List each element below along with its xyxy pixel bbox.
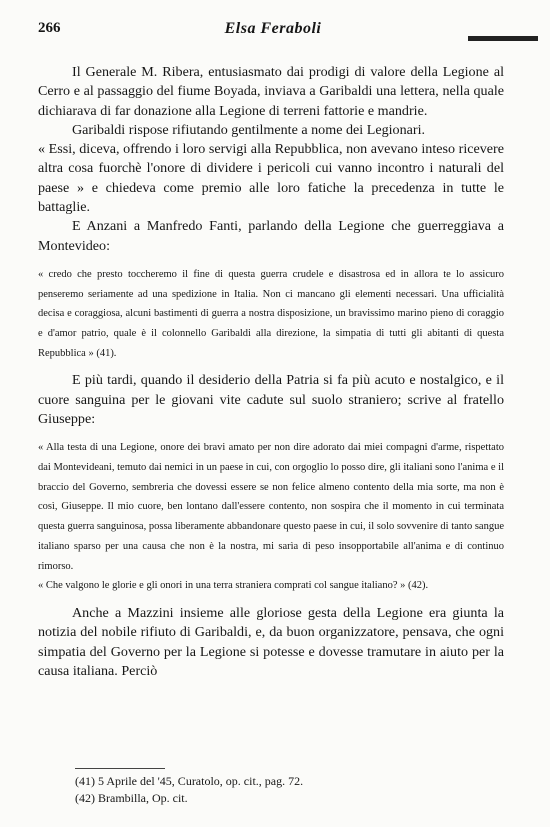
page-number: 266 <box>38 20 61 36</box>
paragraph: Il Generale M. Ribera, entusiasmato dai prodigi di valore della Legione al Cerro e al passaggio del fiume Boyada, inviava a Garibaldi una lettera, nella quale dichiarava di far donazione alla Legione di terreni fattorie e mandrie. <box>38 64 504 119</box>
block-quote: « credo che presto toccheremo il fine di questa guerra crudele e disastrosa ed in allora te lo assicuro penseremo seriamente ad una spedizione in Italia. Non ci mancano gli elementi necessari. Una ufficialità decisa e coraggiosa, alcuni bastimenti di guerra a nostra disposizione, un bravissimo marino pieno di coraggio e d'amor patrio, quale è il colonnello Garibaldi alla direzione, la simpatia di tutti gli abitanti di questa Repubblica » (41). <box>38 268 504 359</box>
paragraph: E Anzani a Manfredo Fanti, parlando della Legione che guerreggiava a Montevideo: <box>38 218 504 254</box>
block-quote: « Che valgono le glorie e gli onori in una terra straniera comprati col sangue italiano? » (42). <box>38 580 429 592</box>
footnote-rule <box>75 768 165 769</box>
page-header <box>38 20 508 42</box>
paragraph: Garibaldi rispose rifiutando gentilmente a nome dei Legionari. <box>72 121 426 138</box>
footnote-41: (41) 5 Aprile del '45, Curatolo, op. cit., pag. 72. <box>75 774 304 788</box>
footnote-42: (42) Brambilla, Op. cit. <box>75 791 188 805</box>
quoted-paragraph: « Essi, diceva, offrendo i loro servigi alla Repubblica, non avevano inteso ricevere altra cosa fuorchè l'onore di dividere i pericoli cui vanno incontro i naturali del paese » e chiedeva come premio alle loro fatiche la precedenza in tutte le battaglie. <box>38 141 504 216</box>
block-quote: « Alla testa di una Legione, onore dei bravi amato per non dire adorato dai miei compagni d'arme, rispettato dai Montevideani, temuto dai nemici in un paese in cui, con orgoglio lo posso dire, gli italiani sono l'anima e il braccio del Governo, sembreria che dovessi essere se non felice almeno contento della mia sorte, ma non è così, Giuseppe. Il mio cuore, ben lontano dall'essere contento, non sospira che il momento in cui terminata questa guerra sanguinosa, possa liberamente abbandonare questo paese in cui, il solo sovvenire di tanto sangue italiano sparso per una causa che non è la nostra, mi sarìa di peso insopportabile all'anima e di continuo rimorso. <box>38 442 504 572</box>
running-title: Elsa Feraboli <box>224 20 322 37</box>
page-body <box>38 63 504 681</box>
paragraph: Anche a Mazzini insieme alle gloriose gesta della Legione era giunta la notizia del nobile rifiuto di Garibaldi, e, da buon organizzatore, pensava, che ogni simpatia del Governo per la Legione si potesse e dovesse tramutare in aiuto per la causa italiana. Perciò <box>38 605 504 679</box>
paragraph: E più tardi, quando il desiderio della Patria si fa più acuto e nostalgico, e il cuore sanguina per le giovani vite cadute sul suolo straniero; scrive al fratello Giuseppe: <box>38 372 504 428</box>
header-rule <box>468 36 538 41</box>
footnotes <box>75 773 495 807</box>
